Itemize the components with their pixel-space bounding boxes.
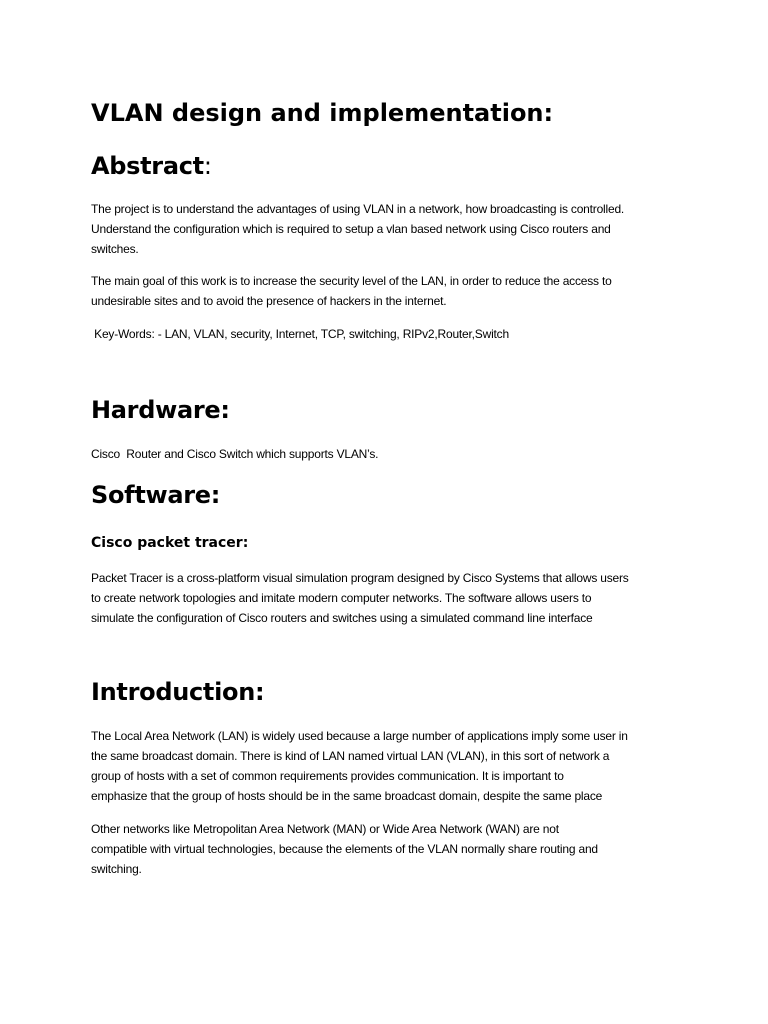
text-line: simulate the configuration of Cisco routers and switches using a simulated command line interface bbox=[91, 611, 593, 625]
abstract-heading bbox=[91, 150, 691, 182]
text-line: The project is to understand the advantages of using VLAN in a network, how broadcasting is controlled. bbox=[91, 202, 625, 216]
introduction-paragraph-1 bbox=[91, 726, 691, 806]
text-line: the same broadcast domain. There is kind of LAN named virtual LAN (VLAN), in this sort of network a bbox=[91, 749, 610, 763]
text-line: Other networks like Metropolitan Area Network (MAN) or Wide Area Network (WAN) are not bbox=[91, 822, 559, 836]
text-line: Packet Tracer is a cross-platform visual simulation program designed by Cisco Systems that allows users bbox=[91, 571, 629, 585]
hardware-heading-text: Hardware bbox=[91, 396, 221, 424]
text-line: The main goal of this work is to increase the security level of the LAN, in order to reduce the access to bbox=[91, 274, 612, 288]
text-line: to create network topologies and imitate modern computer networks. The software allows users to bbox=[91, 591, 592, 605]
text-line: switching. bbox=[91, 862, 142, 876]
text-line: Understand the configuration which is required to setup a vlan based network using Cisco routers and bbox=[91, 222, 611, 236]
document-title: VLAN design and implementation: bbox=[91, 99, 554, 127]
software-paragraph bbox=[91, 568, 691, 628]
introduction-heading bbox=[91, 676, 691, 708]
text-line: compatible with virtual technologies, because the elements of the VLAN normally share routing and bbox=[91, 842, 598, 856]
text-line: emphasize that the group of hosts should be in the same broadcast domain, despite the same place bbox=[91, 789, 603, 803]
software-heading bbox=[91, 479, 691, 511]
abstract-heading-colon: : bbox=[203, 152, 212, 180]
abstract-heading-text: Abstract bbox=[91, 152, 204, 180]
abstract-paragraph-1 bbox=[91, 199, 691, 259]
hardware-heading-colon: : bbox=[220, 396, 230, 424]
text-line: The Local Area Network (LAN) is widely used because a large number of applications imply some user in bbox=[91, 729, 628, 743]
keywords-text: Key-Words: - LAN, VLAN, security, Internet, TCP, switching, RIPv2,Router,Switch bbox=[91, 327, 509, 341]
text-line: switches. bbox=[91, 242, 139, 256]
software-subheading: Cisco packet tracer: bbox=[91, 535, 249, 551]
text-line: Cisco Router and Cisco Switch which supports VLAN’s. bbox=[91, 447, 379, 461]
software-heading-colon: : bbox=[210, 481, 221, 509]
introduction-heading-colon: : bbox=[254, 678, 265, 706]
text-line: group of hosts with a set of common requirements provides communication. It is important to bbox=[91, 769, 564, 783]
introduction-heading-text: Introduction bbox=[91, 678, 255, 706]
hardware-text bbox=[91, 444, 691, 464]
abstract-paragraph-2 bbox=[91, 271, 691, 311]
hardware-heading bbox=[91, 394, 691, 426]
keywords-line bbox=[91, 324, 691, 344]
text-line: undesirable sites and to avoid the presence of hackers in the internet. bbox=[91, 294, 447, 308]
introduction-paragraph-2 bbox=[91, 819, 691, 879]
software-heading-text: Software bbox=[91, 481, 211, 509]
